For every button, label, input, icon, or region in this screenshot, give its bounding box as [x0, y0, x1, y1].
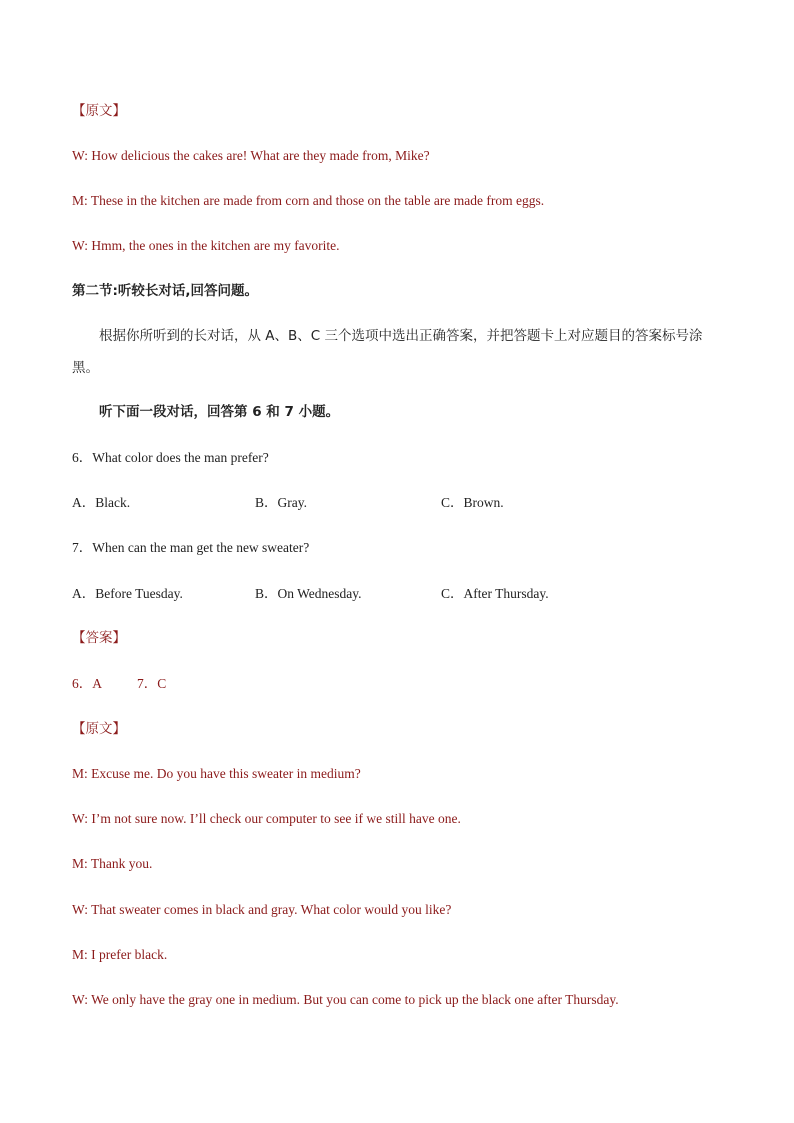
transcript-line: M: These in the kitchen are made from corn and those on the table are made from eggs. — [72, 193, 545, 208]
transcript-line: W: That sweater comes in black and gray. What color would you like? — [72, 902, 452, 917]
answer-6: 6．A — [72, 676, 102, 691]
section-title: 第二节:听较长对话,回答问题。 — [72, 283, 259, 299]
option-c: C．Brown. — [441, 495, 504, 510]
transcript-line: M: Excuse me. Do you have this sweater in medium? — [72, 766, 361, 781]
sub-instruction: 听下面一段对话，回答第 6 和 7 小题。 — [99, 404, 340, 420]
transcript-line: M: Thank you. — [72, 856, 153, 871]
transcript-line: W: I’m not sure now. I’ll check our computer to see if we still have one. — [72, 811, 461, 826]
answers-row — [72, 675, 632, 693]
transcript-line: W: Hmm, the ones in the kitchen are my favorite. — [72, 238, 340, 253]
question-stem-7: 7．When can the man get the new sweater? — [72, 540, 310, 555]
options-row-7 — [72, 585, 632, 603]
section-instructions: 根据你所听到的长对话，从 A、B、C 三个选项中选出正确答案，并把答题卡上对应题目的答案标号涂黑。 — [72, 328, 703, 376]
options-row-6 — [72, 494, 632, 512]
option-b: B．On Wednesday. — [255, 586, 362, 601]
option-c: C．After Thursday. — [441, 586, 549, 601]
transcript-header-2: 【原文】 — [72, 721, 126, 737]
answer-7: 7．C — [137, 676, 167, 691]
question-stem-6: 6．What color does the man prefer? — [72, 450, 269, 465]
answer-header: 【答案】 — [72, 630, 126, 646]
option-a: A．Black. — [72, 495, 131, 510]
option-b: B．Gray. — [255, 495, 307, 510]
transcript-line: W: We only have the gray one in medium. But you can come to pick up the black one after Thursday. — [72, 992, 619, 1007]
transcript-line: M: I prefer black. — [72, 947, 168, 962]
transcript-line: W: How delicious the cakes are! What are they made from, Mike? — [72, 148, 430, 163]
option-a: A．Before Tuesday. — [72, 586, 183, 601]
transcript-header-1: 【原文】 — [72, 103, 126, 119]
